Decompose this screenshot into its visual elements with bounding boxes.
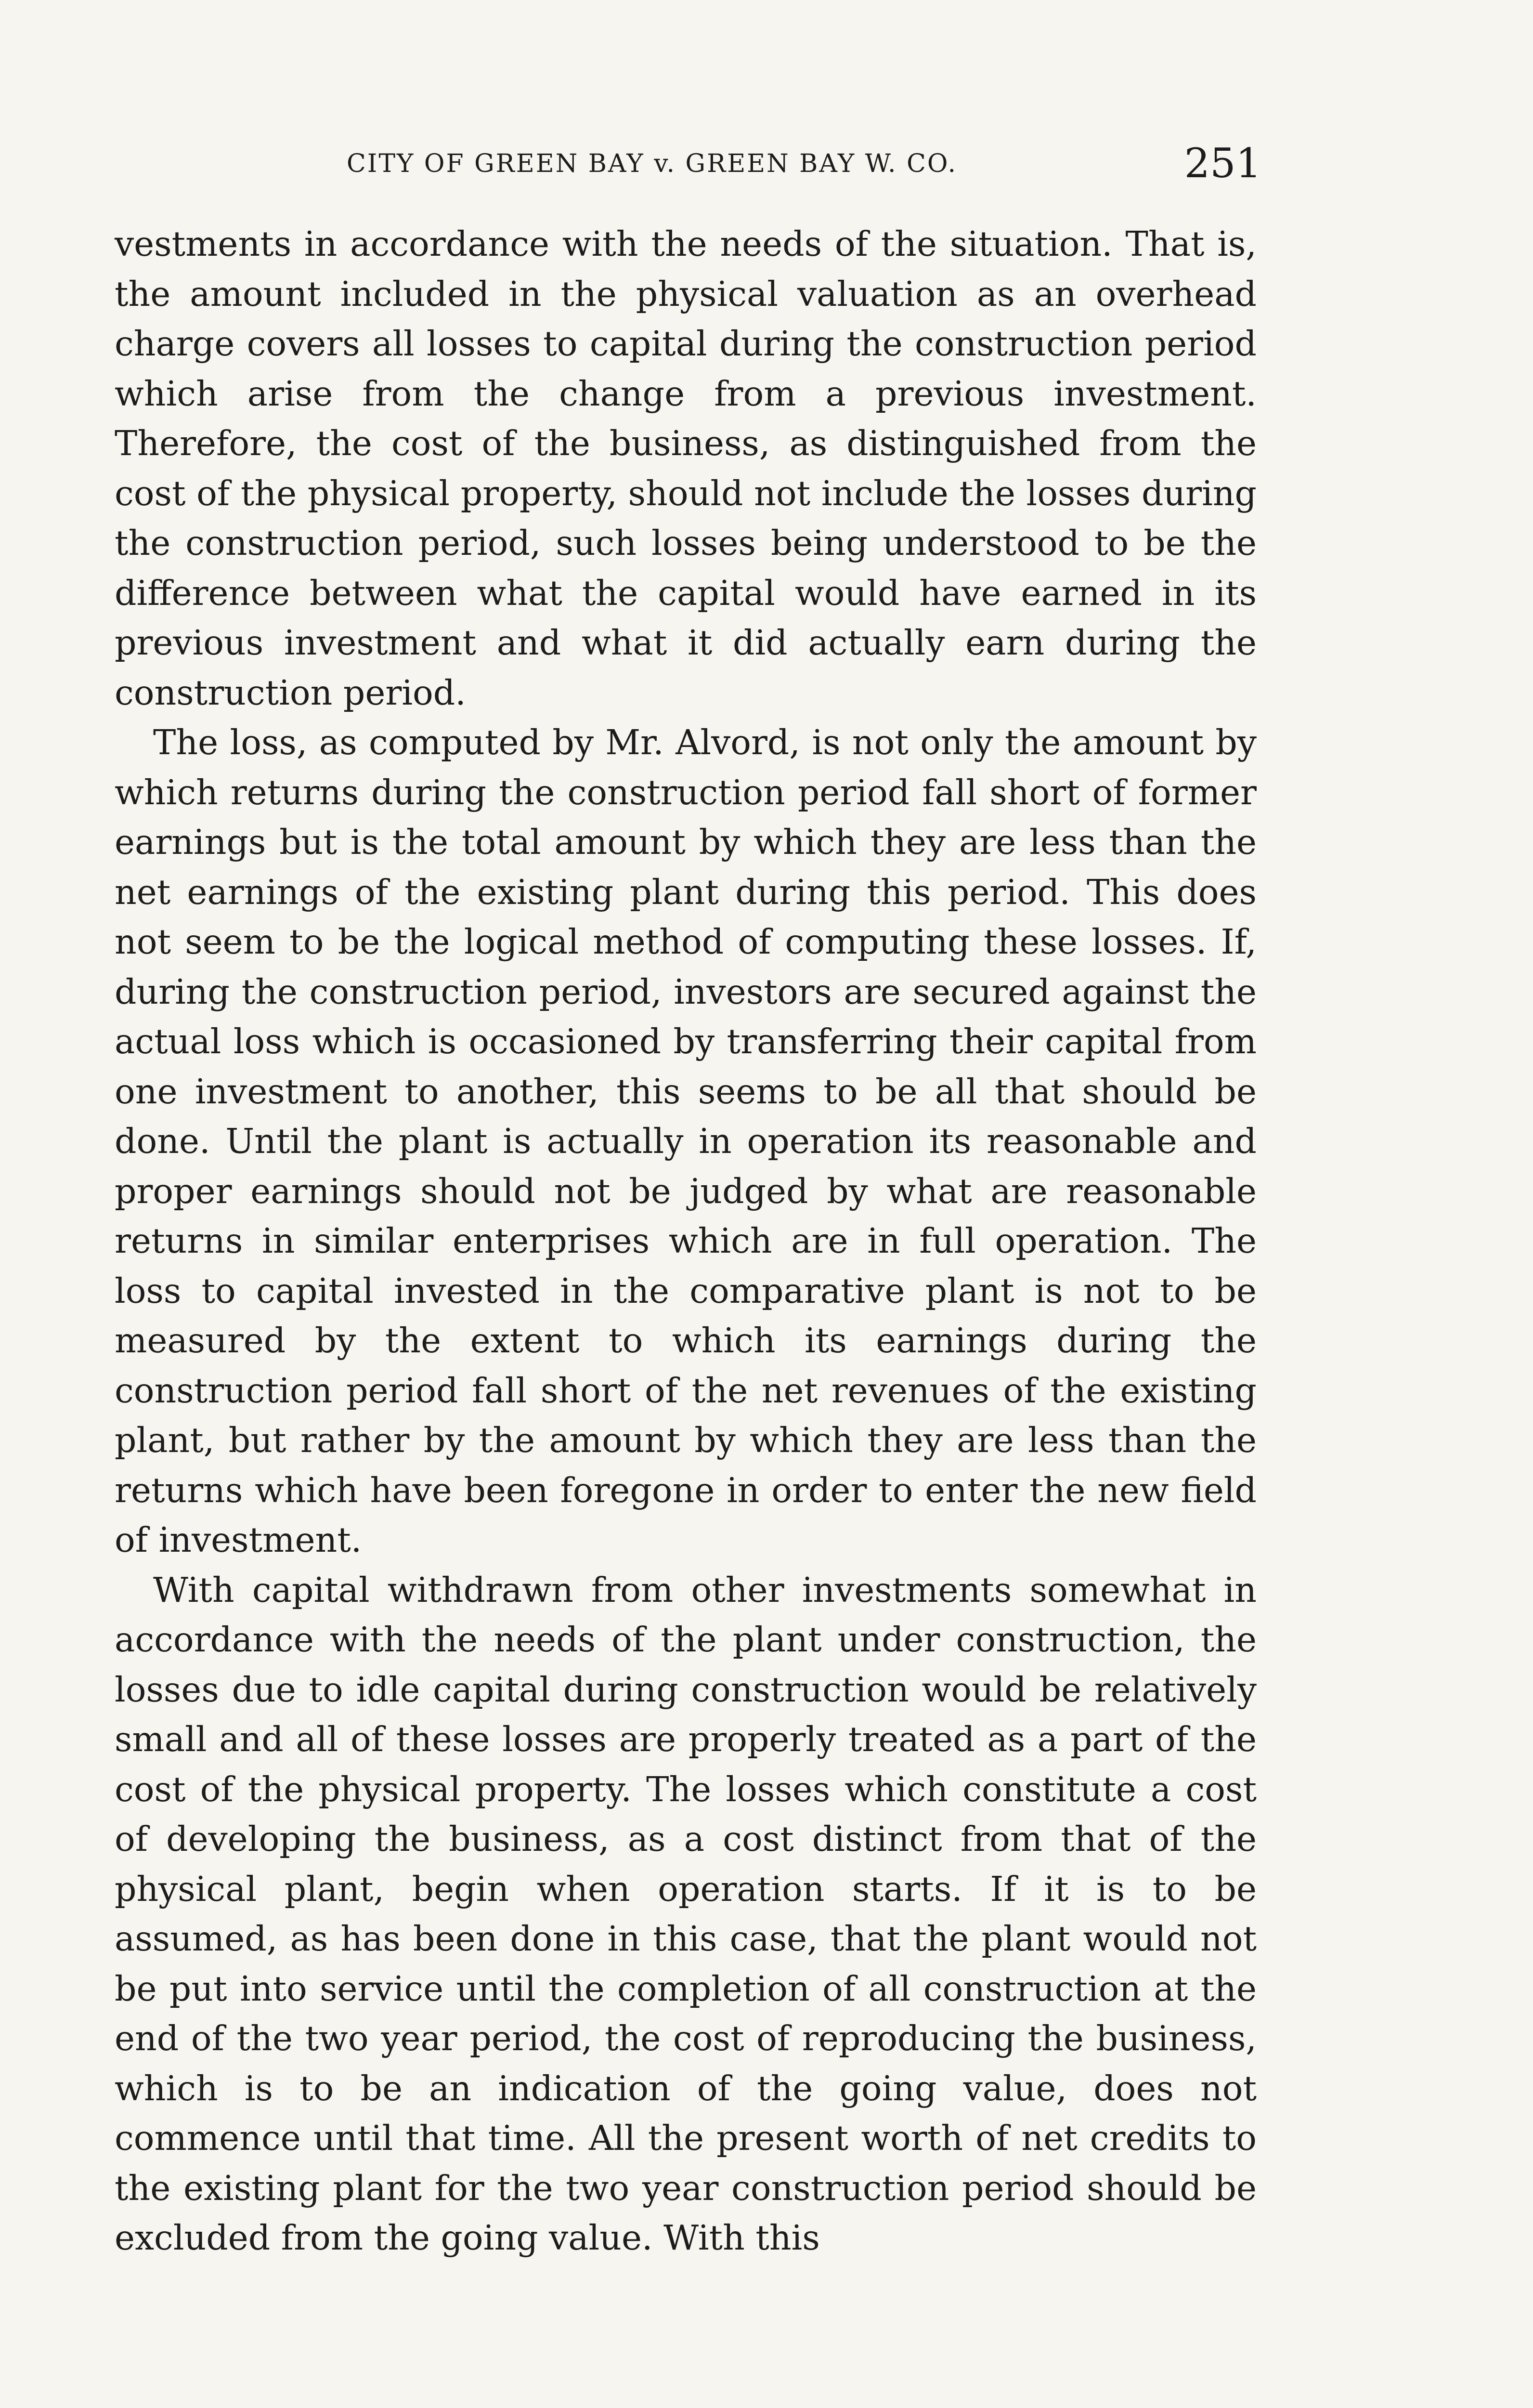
paragraph-continued: vestments in accordance with the needs of the situation. That is, the amount included in the physical valuation as an overhead charge covers all losses to capital during the construction period which arise from the change from a previous investment. Therefore, the cost of the business, as distinguished from the cost of the physical property, should not include the losses during the construction period, such losses being understood to be the difference between what the capital would have earned in its previous investment and what it did actually earn during the construction period. — [115, 224, 1257, 713]
running-head — [116, 140, 1261, 197]
paragraph-alvord-loss: The loss, as computed by Mr. Alvord, is not only the amount by which returns during the construction period fall short of former earnings but is the total amount by which they are less than the net earnings of the existing plant during this period. This does not seem to be the logical method of computing these losses. If, during the construction period, investors are secured against the actual loss which is occasioned by transferring their capital from one investment to another, this seems to be all that should be done. Until the plant is actually in operation its reasonable and proper earnings should not be judged by what are reasonable returns in similar enterprises which are in full operation. The loss to capital invested in the comparative plant is not to be measured by the extent to which its earnings during the construction period fall short of the net revenues of the existing plant, but rather by the amount by which they are less than the returns which have been foregone in order to enter the new field of investment. — [115, 722, 1257, 1560]
body-text — [115, 219, 1257, 2263]
running-title: CITY OF GREEN BAY v. GREEN BAY W. CO. — [347, 149, 957, 178]
paragraph-idle-capital: With capital withdrawn from other investments somewhat in accordance with the needs of the plant under construction, the losses due to idle capital during construction would be relatively small and all of these losses are properly treated as a part of the cost of the physical property. The losses which constitute a cost of developing the business, as a cost distinct from that of the physical plant, begin when operation starts. If it is to be assumed, as has been done in this case, that the plant would not be put into service until the completion of all construction at the end of the two year period, the cost of reproducing the business, which is to be an indication of the going value, does not commence until that time. All the present worth of net credits to the existing plant for the two year construction period should be excluded from the going value. With this — [115, 1570, 1257, 2258]
page-number: 251 — [1184, 140, 1261, 187]
